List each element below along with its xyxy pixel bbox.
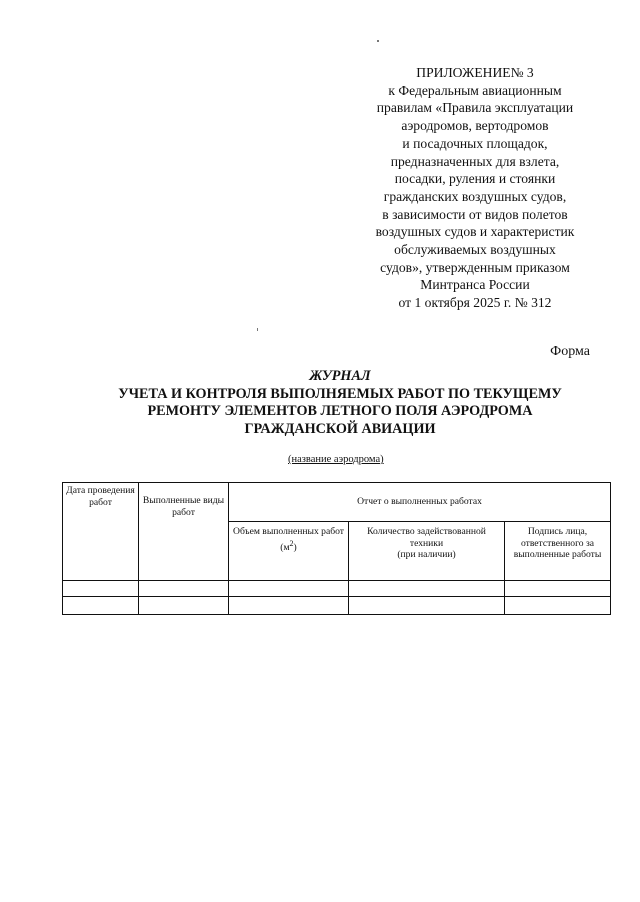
col-report-header: Отчет о выполненных работах bbox=[229, 483, 611, 522]
sub-equipment-line-2: (при наличии) bbox=[397, 549, 456, 560]
table-row bbox=[63, 581, 611, 597]
appendix-block bbox=[355, 64, 595, 312]
appendix-line-2: к Федеральным авиационным bbox=[388, 82, 562, 98]
appendix-line-7: посадки, руления и стоянки bbox=[394, 171, 556, 187]
title-line-1: ЖУРНАЛ bbox=[309, 368, 371, 384]
sub-equipment-line-1: Количество задействованной техники bbox=[367, 526, 486, 549]
title-line-4: ГРАЖДАНСКОЙ АВИАЦИИ bbox=[244, 420, 436, 437]
title-line-3: РЕМОНТУ ЭЛЕМЕНТОВ ЛЕТНОГО ПОЛЯ АЭРОДРОМА bbox=[147, 403, 533, 420]
col-types-header: Выполненные виды работ bbox=[139, 483, 229, 581]
appendix-line-11: обслуживаемых воздушных bbox=[394, 242, 556, 258]
appendix-line-5: и посадочных площадок, bbox=[402, 135, 548, 151]
table-cell[interactable] bbox=[349, 581, 505, 597]
appendix-line-3: правилам «Правила эксплуатации bbox=[376, 100, 574, 116]
journal-table bbox=[62, 482, 611, 615]
table-cell[interactable] bbox=[229, 581, 349, 597]
title-line-2: УЧЕТА И КОНТРОЛЯ ВЫПОЛНЯЕМЫХ РАБОТ ПО ТЕКУЩЕМУ bbox=[118, 385, 562, 402]
sub-volume-header: Объем выполненных работ $(м^2)$ bbox=[229, 522, 349, 581]
table-cell[interactable] bbox=[349, 597, 505, 615]
appendix-line-14: от 1 октября 2025 г. № 312 bbox=[398, 295, 552, 311]
appendix-line-13: Минтранса России bbox=[420, 277, 530, 293]
scan-speck bbox=[377, 40, 379, 42]
sub-equipment-header bbox=[349, 522, 505, 581]
document-title bbox=[40, 368, 640, 438]
appendix-line-10: воздушных судов и характеристик bbox=[375, 224, 575, 240]
col-date-header: Дата проведения работ bbox=[63, 483, 139, 581]
appendix-line-9: в зависимости от видов полетов bbox=[382, 206, 568, 222]
table-cell[interactable] bbox=[63, 597, 139, 615]
appendix-line-8: гражданских воздушных судов, bbox=[383, 188, 567, 204]
table-cell[interactable] bbox=[505, 597, 611, 615]
table-cell[interactable] bbox=[505, 581, 611, 597]
form-label: Форма bbox=[550, 344, 590, 359]
appendix-line-4: аэродромов, вертодромов bbox=[401, 118, 549, 134]
table-header-row bbox=[63, 483, 611, 522]
table-cell[interactable] bbox=[139, 597, 229, 615]
aerodrome-caption: (название аэродрома) bbox=[288, 454, 384, 465]
table-row bbox=[63, 597, 611, 615]
table-cell[interactable] bbox=[139, 581, 229, 597]
scan-speck bbox=[257, 328, 258, 331]
appendix-line-6: предназначенных для взлета, bbox=[390, 153, 560, 169]
appendix-line-1: ПРИЛОЖЕНИЕ№ 3 bbox=[416, 65, 534, 80]
table-cell[interactable] bbox=[229, 597, 349, 615]
table-cell[interactable] bbox=[63, 581, 139, 597]
appendix-line-12: судов», утвержденным приказом bbox=[380, 259, 570, 275]
sub-signature-header: Подпись лица, ответственного за выполненные работы bbox=[505, 522, 611, 581]
